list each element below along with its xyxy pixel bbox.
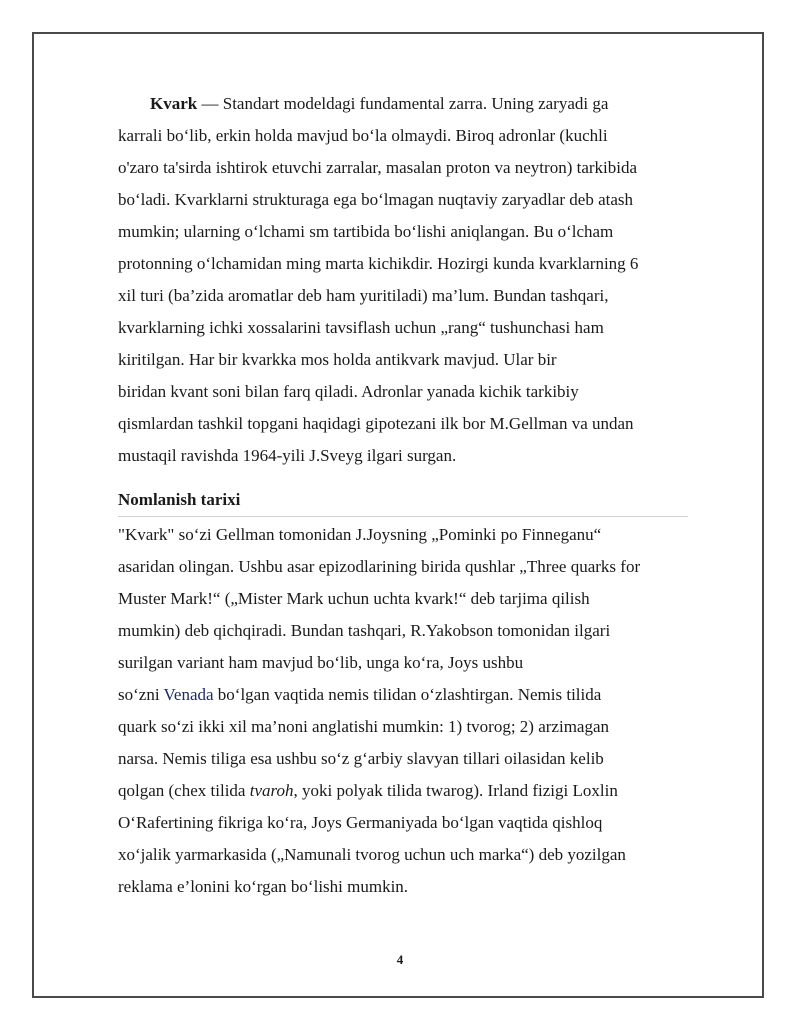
document-body <box>118 88 688 903</box>
italic-term: tvaroh <box>249 781 294 800</box>
text-line: mumkin; ularning o‘lchami sm tartibida bo‘lishi aniqlangan. Bu o‘lcham <box>118 222 614 241</box>
paragraph-etymology <box>118 519 688 903</box>
text-line: surilgan variant ham mavjud bo‘lib, unga ko‘ra, Joys ushbu <box>118 653 524 672</box>
text-line: asaridan olingan. Ushbu asar epizodlarining birida qushlar „Three quarks for <box>118 557 641 576</box>
text-line: O‘Rafertining fikriga ko‘ra, Joys Germaniyada bo‘lgan vaqtida qishloq <box>118 813 603 832</box>
text-line: reklama e’lonini ko‘rgan bo‘lishi mumkin. <box>118 877 409 896</box>
text-line: mustaqil ravishda 1964-yili J.Sveyg ilgari surgan. <box>118 446 457 465</box>
venada-link[interactable]: Venada <box>163 685 214 704</box>
text-run: — Standart modeldagi fundamental zarra. Uning zaryadi ga <box>197 94 609 113</box>
page-number: 4 <box>396 952 404 967</box>
paragraph-definition <box>118 88 688 472</box>
text-line: qismlardan tashkil topgani haqidagi gipotezani ilk bor M.Gellman va undan <box>118 414 634 433</box>
section-divider <box>118 516 688 517</box>
text-line: quark so‘zi ikki xil ma’noni anglatishi mumkin: 1) tvorog; 2) arzimagan <box>118 717 610 736</box>
text-line: kiritilgan. Har bir kvarkka mos holda antikvark mavjud. Ular bir <box>118 350 557 369</box>
text-line: mumkin) deb qichqiradi. Bundan tashqari, R.Yakobson tomonidan ilgari <box>118 621 611 640</box>
section-heading: Nomlanish tarixi <box>118 490 241 509</box>
text-line: bo‘ladi. Kvarklarni strukturaga ega bo‘lmagan nuqtaviy zaryadlar deb atash <box>118 190 633 209</box>
text-run: qolgan (chex tilida <box>118 781 250 800</box>
text-line <box>118 679 688 711</box>
text-line <box>118 88 688 120</box>
text-line: narsa. Nemis tiliga esa ushbu so‘z g‘arbiy slavyan tillari oilasidan kelib <box>118 749 604 768</box>
text-line: xo‘jalik yarmarkasida („Namunali tvorog uchun uch marka“) deb yozilgan <box>118 845 626 864</box>
text-run: , yoki polyak tilida twarog). Irland fizigi Loxlin <box>293 781 618 800</box>
text-line: protonning o‘lchamidan ming marta kichikdir. Hozirgi kunda kvarklarning 6 <box>118 254 639 273</box>
text-line: "Kvark" so‘zi Gellman tomonidan J.Joysning „Pominki po Finneganu“ <box>118 525 602 544</box>
text-line <box>118 775 688 807</box>
text-line: karrali bo‘lib, erkin holda mavjud bo‘la olmaydi. Biroq adronlar (kuchli <box>118 126 608 145</box>
text-line: biridan kvant soni bilan farq qiladi. Adronlar yanada kichik tarkibiy <box>118 382 579 401</box>
text-run: so‘zni <box>118 685 164 704</box>
term-kvark: Kvark <box>150 94 198 113</box>
text-line: o'zaro ta'sirda ishtirok etuvchi zarralar, masalan proton va neytron) tarkibida <box>118 158 638 177</box>
text-run: bo‘lgan vaqtida nemis tilidan o‘zlashtirgan. Nemis tilida <box>213 685 602 704</box>
text-line: xil turi (ba’zida aromatlar deb ham yuritiladi) ma’lum. Bundan tashqari, <box>118 286 609 305</box>
text-line: kvarklarning ichki xossalarini tavsiflash uchun „rang“ tushunchasi ham <box>118 318 604 337</box>
text-line: Muster Mark!“ („Mister Mark uchun uchta kvark!“ deb tarjima qilish <box>118 589 590 608</box>
